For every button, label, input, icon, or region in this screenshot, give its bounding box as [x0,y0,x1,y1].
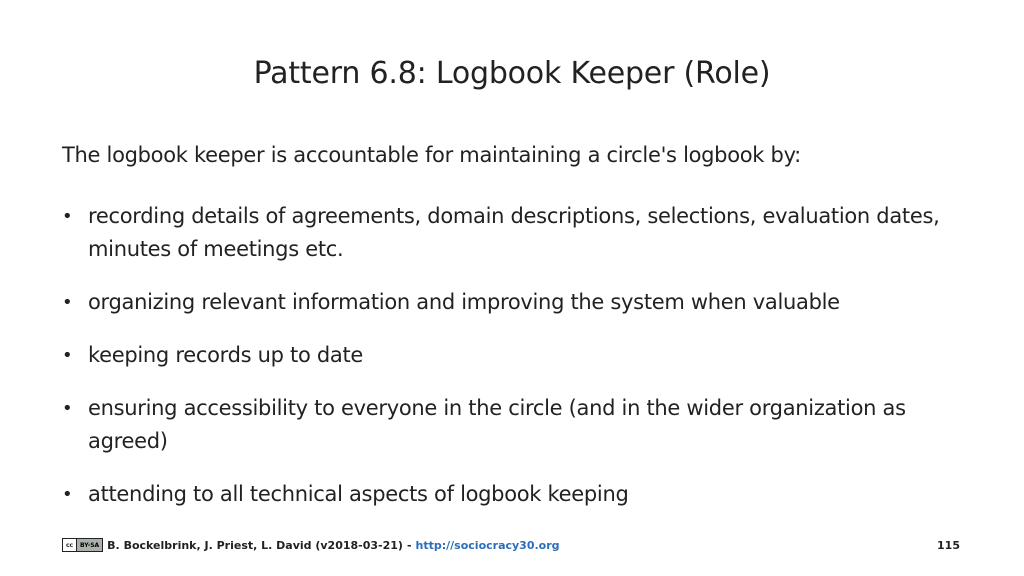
list-item [62,339,972,372]
bullet-icon: • [62,398,73,419]
cc-logo: cc [63,539,77,551]
slide-title: Pattern 6.8: Logbook Keeper (Role) [253,56,771,91]
bullet-icon: • [62,345,73,366]
website-link[interactable]: http://sociocracy30.org [415,538,560,552]
list-item-text: keeping records up to date [88,343,364,367]
list-item [62,478,972,511]
list-item [62,392,972,458]
list-item-text: organizing relevant information and improving the system when valuable [88,290,840,314]
bullet-list [62,200,972,531]
slide-footer [62,535,962,555]
list-item [62,200,972,266]
credit-text: B. Bockelbrink, J. Priest, L. David (v2018-03-21) [107,538,403,552]
list-item-text: recording details of agreements, domain descriptions, selections, evaluation dates, minutes of meetings etc. [88,204,940,261]
list-item [62,286,972,319]
list-item-text: attending to all technical aspects of logbook keeping [88,482,629,506]
bullet-icon: • [62,292,73,313]
footer-separator: - [406,538,412,552]
page-number: 115 [937,538,960,552]
bullet-icon: • [62,484,73,505]
intro-text: The logbook keeper is accountable for maintaining a circle's logbook by: [62,143,801,167]
cc-license-icon[interactable] [62,538,103,552]
list-item-text: ensuring accessibility to everyone in the circle (and in the wider organization as agreed) [88,396,906,453]
bullet-icon: • [62,206,73,227]
cc-license-label: BY-SA [77,539,102,551]
